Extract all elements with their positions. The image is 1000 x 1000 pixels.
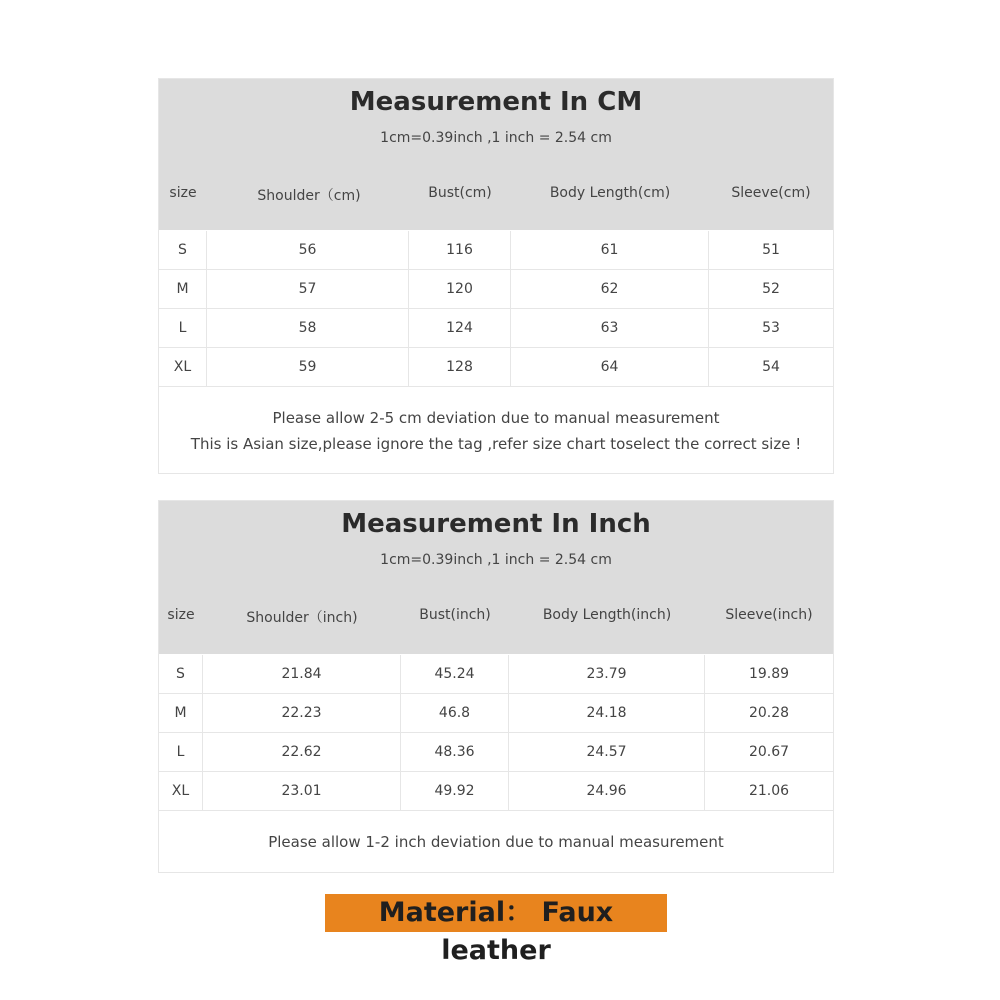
size-cell: S: [159, 231, 207, 269]
inch-column-header-size: size: [167, 607, 195, 623]
sleeve-cell: 19.89: [748, 666, 790, 682]
table-row: [159, 348, 833, 387]
size-cell: XL: [159, 772, 203, 810]
sleeve-cell: 20.67: [748, 744, 790, 760]
sleeve-cell: 54: [762, 359, 780, 375]
body-length-cell: 61: [511, 231, 709, 269]
sleeve-cell: 53: [762, 320, 780, 336]
shoulder-cell: 22.62: [203, 733, 401, 771]
bust-cell: 45.24: [401, 655, 509, 693]
bust-cell: 49.92: [401, 772, 509, 810]
inch-measurement-table: [158, 500, 834, 873]
table-row: [159, 309, 833, 348]
bust-cell: 116: [409, 231, 511, 269]
inch-column-header-body-length: Body Length(inch): [542, 607, 672, 623]
bust-cell: 124: [409, 309, 511, 347]
table-row: [159, 772, 833, 811]
size-cell: M: [159, 270, 207, 308]
table-row: [159, 231, 833, 270]
cm-conversion-note: 1cm=0.39inch ,1 inch = 2.54 cm: [380, 130, 612, 146]
inch-column-header-sleeve: Sleeve(inch): [725, 607, 813, 623]
shoulder-cell: 21.84: [203, 655, 401, 693]
bust-cell: 46.8: [401, 694, 509, 732]
body-length-cell: 24.57: [509, 733, 705, 771]
sleeve-cell: 52: [762, 281, 780, 297]
table-row: [159, 655, 833, 694]
sleeve-cell: 20.28: [748, 705, 790, 721]
material-banner: [325, 894, 667, 966]
asian-size-note: This is Asian size,please ignore the tag ,refer size chart toselect the correct size !: [190, 435, 802, 453]
shoulder-cell: 57: [207, 270, 409, 308]
sleeve-cell: 51: [762, 242, 780, 258]
shoulder-cell: 22.23: [203, 694, 401, 732]
cm-column-header-body-length: Body Length(cm): [549, 185, 671, 201]
bust-cell: 48.36: [401, 733, 509, 771]
size-cell: M: [159, 694, 203, 732]
inch-column-header-shoulder: Shoulder（inch): [246, 610, 358, 626]
table-row: [159, 694, 833, 733]
body-length-cell: 24.96: [509, 772, 705, 810]
shoulder-cell: 56: [207, 231, 409, 269]
size-cell: L: [159, 309, 207, 347]
body-length-cell: 63: [511, 309, 709, 347]
inch-conversion-note: 1cm=0.39inch ,1 inch = 2.54 cm: [380, 552, 612, 568]
body-length-cell: 64: [511, 348, 709, 386]
shoulder-cell: 23.01: [203, 772, 401, 810]
body-length-cell: 24.18: [509, 694, 705, 732]
cm-table-title: Measurement In CM: [349, 87, 643, 117]
cm-column-header-shoulder: Shoulder（cm): [257, 188, 361, 204]
body-length-cell: 62: [511, 270, 709, 308]
size-cell: XL: [159, 348, 207, 386]
deviation-note: Please allow 2-5 cm deviation due to manual measurement: [272, 409, 720, 427]
table-row: [159, 270, 833, 309]
size-cell: L: [159, 733, 203, 771]
table-row: [159, 733, 833, 772]
cm-column-header-bust: Bust(cm): [428, 185, 492, 201]
body-length-cell: 23.79: [509, 655, 705, 693]
deviation-note: Please allow 1-2 inch deviation due to manual measurement: [268, 833, 724, 851]
cm-table-header: [159, 79, 833, 230]
shoulder-cell: 59: [207, 348, 409, 386]
cm-measurement-table: [158, 78, 834, 474]
inch-table-title: Measurement In Inch: [341, 509, 651, 539]
sleeve-cell: 21.06: [748, 783, 790, 799]
bust-cell: 120: [409, 270, 511, 308]
cm-column-header-sleeve: Sleeve(cm): [731, 185, 811, 201]
shoulder-cell: 58: [207, 309, 409, 347]
material-label: Material： Faux leather: [378, 897, 614, 966]
cm-column-header-size: size: [169, 185, 197, 201]
size-cell: S: [159, 655, 203, 693]
inch-column-header-bust: Bust(inch): [419, 607, 491, 623]
inch-table-header: [159, 501, 833, 654]
bust-cell: 128: [409, 348, 511, 386]
